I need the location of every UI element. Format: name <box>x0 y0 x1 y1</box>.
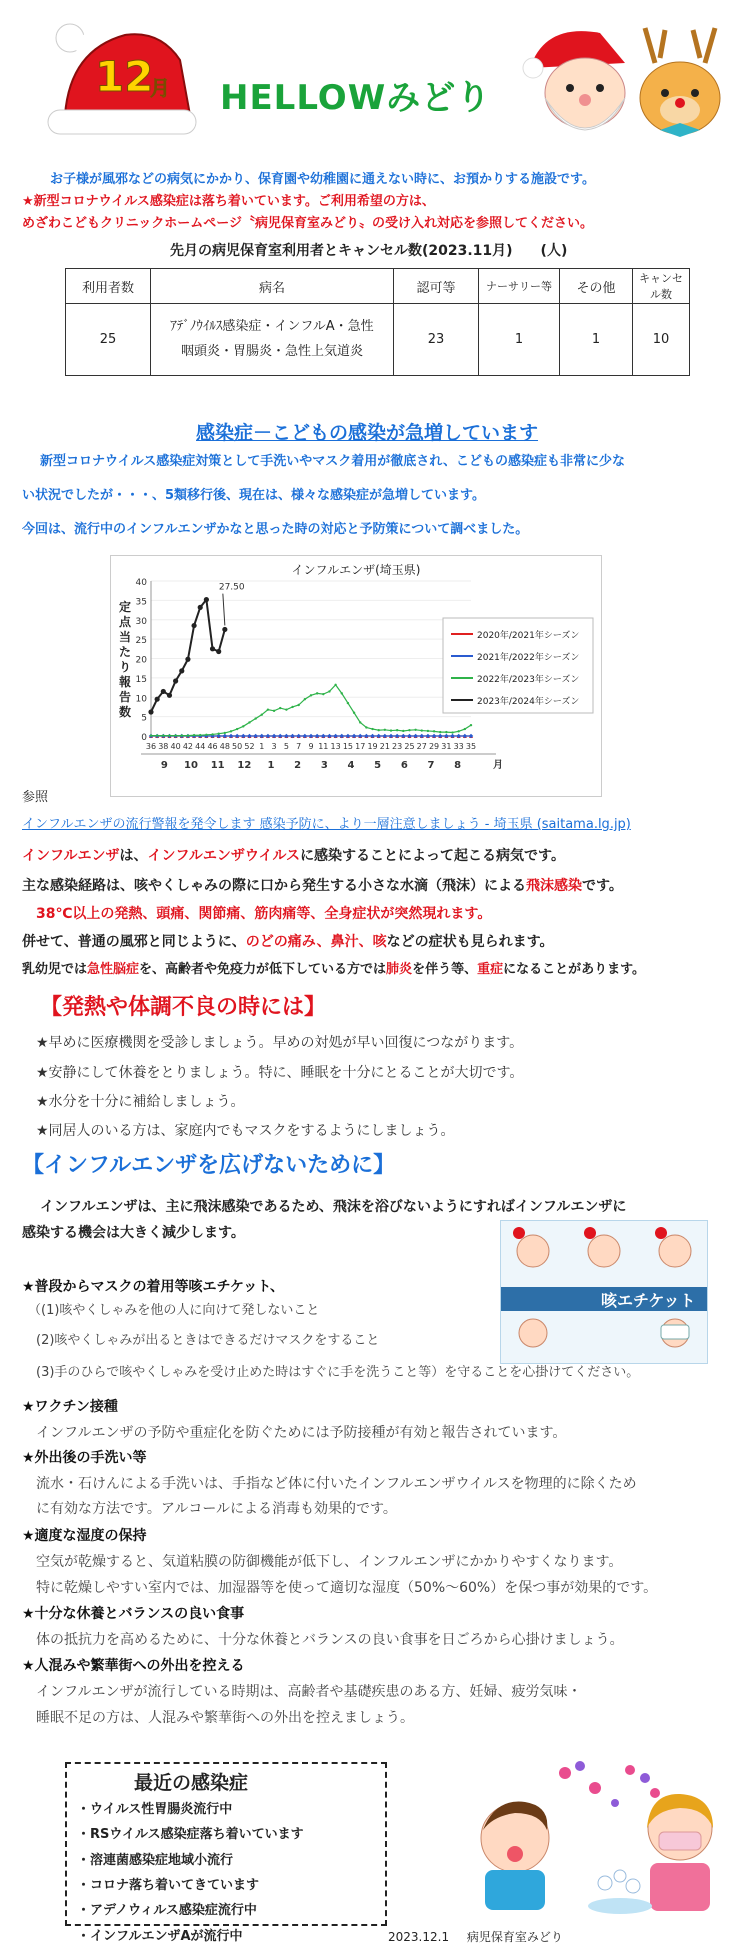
data-point <box>334 684 336 686</box>
data-point <box>173 678 178 683</box>
rest-body: 体の抵抗力を高めるために、十分な休養とバランスの良い食事を日ごろから心掛けましょう。 <box>36 1632 624 1648</box>
crowd-title: ★人混みや繁華街への外出を控える <box>22 1658 245 1674</box>
etiquette-2: (2)咳やくしゃみが出るときはできるだけマスクをすること <box>36 1333 380 1348</box>
data-point <box>167 693 172 698</box>
infection-line-2: い状況でしたが・・・、5類移行後、現在は、様々な感染症が急増しています。 <box>22 488 486 503</box>
col-header: その他 <box>560 269 633 304</box>
stats-table <box>65 268 690 376</box>
x-tick-label: 23 <box>392 742 403 751</box>
y-axis-label-char: 点 <box>118 615 132 629</box>
etiquette-1: （(1)咳やくしゃみを他の人に向けて発しないこと <box>28 1303 320 1318</box>
data-point <box>421 729 423 731</box>
y-axis-label-char: た <box>118 645 132 659</box>
data-point <box>470 724 472 726</box>
data-point <box>230 730 232 732</box>
x-tick-label: 3 <box>271 742 277 751</box>
data-point <box>322 693 324 695</box>
y-axis-label-char: 告 <box>118 690 132 704</box>
x-tick-label: 29 <box>428 742 440 751</box>
info-p4-text: 併せて、普通の風邪と同じように、 <box>22 934 246 950</box>
santa-reindeer-illustration <box>515 18 735 143</box>
info-p1-term: インフルエンザ <box>22 848 120 864</box>
list-item: ・ウイルス性胃腸炎流行中 <box>77 1802 233 1817</box>
month-label: 10 <box>184 760 198 771</box>
data-point <box>445 731 447 733</box>
data-point <box>414 729 416 731</box>
data-point <box>433 730 435 732</box>
info-p4 <box>22 931 553 951</box>
data-point <box>205 734 207 736</box>
data-point <box>285 708 287 710</box>
hand-body-1: 流水・石けんによる手洗いは、手指など体に付いたインフルエンザウイルスを物理的に除くため <box>36 1476 637 1492</box>
info-p1-text: は、 <box>119 848 148 864</box>
data-point <box>242 725 244 727</box>
info-p5-term3: 重症 <box>477 962 504 977</box>
data-point <box>267 708 269 710</box>
info-p1 <box>22 845 565 865</box>
data-point <box>273 710 275 712</box>
chart-title: インフルエンザ(埼玉県) <box>291 563 421 577</box>
col-header: 病名 <box>151 269 394 304</box>
y-tick-label: 25 <box>135 636 147 647</box>
data-point <box>174 734 176 736</box>
chart-svg <box>111 556 601 796</box>
page-title: HELLOWみどり <box>220 78 492 118</box>
data-point <box>371 728 373 730</box>
month-label: 4 <box>347 760 355 771</box>
legend-entry: 2022年/2023年シーズン <box>477 675 580 685</box>
info-p1-text2: に感染することによって起こる病気です。 <box>300 848 565 864</box>
data-point <box>191 623 196 628</box>
x-tick-label: 25 <box>404 742 415 751</box>
x-tick-label: 38 <box>158 742 169 751</box>
data-point <box>248 721 250 723</box>
data-point <box>347 702 349 704</box>
data-point <box>341 692 343 694</box>
x-tick-label: 48 <box>219 742 230 751</box>
humid-title: ★適度な湿度の保持 <box>22 1528 147 1544</box>
x-tick-label: 9 <box>308 742 314 751</box>
data-point <box>254 717 256 719</box>
fever-item: ★早めに医療機関を受診しましょう。早めの対処が早い回復につながります。 <box>36 1035 524 1051</box>
recent-list <box>67 1797 385 1949</box>
data-point <box>402 730 404 732</box>
info-p4-text2: などの症状も見られます。 <box>386 934 554 950</box>
x-tick-label: 1 <box>259 742 265 751</box>
y-tick-label: 35 <box>135 597 147 608</box>
data-point <box>464 728 466 730</box>
data-point <box>155 697 160 702</box>
prevent-intro-1: インフルエンザは、主に飛沫感染であるため、飛沫を浴びないようにすればインフルエンザに <box>40 1199 627 1215</box>
cell-disease <box>151 304 394 376</box>
y-axis-label-char: 数 <box>118 705 132 719</box>
y-axis-label-char: 報 <box>118 675 132 689</box>
crowd-body-2: 睡眠不足の方は、人混みや繁華街への外出を控えましょう。 <box>36 1710 414 1726</box>
chart-annotation: 27.50 <box>218 582 245 593</box>
rest-title: ★十分な休養とバランスの良い食事 <box>22 1606 245 1622</box>
month-label: 2 <box>294 760 302 771</box>
data-point <box>150 734 152 736</box>
data-point <box>396 729 398 731</box>
x-tick-label: 44 <box>195 742 206 751</box>
footer-date: 2023.12.1 <box>388 1930 450 1944</box>
x-tick-label: 36 <box>145 742 157 751</box>
data-point <box>162 734 164 736</box>
x-tick-label: 31 <box>441 742 452 751</box>
info-p5 <box>22 958 645 977</box>
y-tick-label: 5 <box>141 713 147 724</box>
intro-line-1: お子様が風邪などの病気にかかり、保育園や幼稚園に通えない時に、お預かりする施設です。 <box>50 172 595 187</box>
footer <box>388 1928 563 1945</box>
cell-cancel: 10 <box>633 304 690 376</box>
infection-line-3: 今回は、流行中のインフルエンザかなと思った時の対応と予防策について調べました。 <box>22 522 529 537</box>
info-p4-symptoms: のどの痛み、鼻汁、咳 <box>245 934 387 950</box>
humid-body-2: 特に乾燥しやすい室内では、加湿器等を使って適切な湿度（50%～60%）を保つ事が効果的です。 <box>36 1580 658 1596</box>
x-tick-label: 50 <box>232 742 243 751</box>
reference-link[interactable]: インフルエンザの流行警報を発令します 感染予防に、より一層注意しましょう - 埼玉県 (saitama.lg.jp) <box>22 817 631 832</box>
col-header: 認可等 <box>394 269 479 304</box>
data-point <box>210 646 215 651</box>
santa-hat-month-badge <box>40 10 200 140</box>
data-point <box>222 627 227 632</box>
x-tick-label: 27 <box>416 742 427 751</box>
month-suffix: 月 <box>150 76 170 100</box>
info-p5-text4: になることがあります。 <box>503 962 646 977</box>
y-axis-label-char: り <box>118 660 132 674</box>
info-p3: 38℃以上の発熱、頭痛、関節痛、筋肉痛等、全身症状が突然現れます。 <box>36 906 492 922</box>
month-label: 5 <box>374 760 382 771</box>
data-point <box>148 709 153 714</box>
stats-caption: 先月の病児保育室利用者とキャンセル数(2023.11月) (人) <box>170 243 568 259</box>
info-p5-text: 乳幼児では <box>22 962 88 977</box>
data-point <box>217 732 219 734</box>
y-axis-label-char: 当 <box>118 630 132 644</box>
data-point <box>291 706 293 708</box>
x-tick-label: 7 <box>296 742 302 751</box>
cell-ninka: 23 <box>394 304 479 376</box>
data-point <box>408 729 410 731</box>
legend-entry: 2021年/2022年シーズン <box>477 653 580 663</box>
data-point <box>211 733 213 735</box>
data-point <box>279 707 281 709</box>
list-item: ・アデノウィルス感染症流行中 <box>77 1903 257 1919</box>
list-item: ・RSウイルス感染症落ち着いています <box>77 1827 304 1843</box>
infection-heading: 感染症－こどもの感染が急増しています <box>196 422 539 444</box>
santa-face-icon <box>515 18 735 143</box>
disease-line-2: 咽頭炎・胃腸炎・急性上気道炎 <box>180 343 363 359</box>
x-tick-label: 46 <box>207 742 218 751</box>
fever-item: ★水分を十分に補給しましょう。 <box>36 1094 245 1110</box>
month-label: 9 <box>160 760 168 771</box>
data-point <box>261 713 263 715</box>
data-point <box>179 668 184 673</box>
kids-icon <box>455 1758 730 1916</box>
data-point <box>359 721 361 723</box>
etiquette-title: ★普段からマスクの着用等咳エチケット、 <box>22 1279 285 1295</box>
data-point <box>181 734 183 736</box>
data-point <box>187 734 189 736</box>
hand-body-2: に有効な方法です。アルコールによる消毒も効果的です。 <box>36 1501 397 1517</box>
etiquette-3: (3)手のひらで咳やくしゃみを受け止めた時はすぐに手を洗うこと等）を守ることを心掛けてください。 <box>36 1365 640 1380</box>
y-tick-label: 30 <box>135 616 147 627</box>
poster-label: 咳エチケット <box>601 1291 696 1310</box>
intro-line-2: ★新型コロナウイルス感染症は落ち着いています。ご利用希望の方は、 <box>22 194 435 209</box>
infection-line-1: 新型コロナウイルス感染症対策として手洗いやマスク着用が徹底され、こどもの感染症も非常に少な <box>40 454 626 469</box>
list-item: ・インフルエンザAが流行中 <box>77 1928 243 1944</box>
x-tick-label: 42 <box>182 742 194 751</box>
cell-users: 25 <box>66 304 151 376</box>
data-point <box>316 692 318 694</box>
cell-nursery: 1 <box>479 304 560 376</box>
cell-other: 1 <box>560 304 633 376</box>
influenza-chart <box>110 555 602 797</box>
month-unit: 月 <box>493 760 503 771</box>
info-p5-term1: 急性脳症 <box>87 962 140 977</box>
data-point <box>168 734 170 736</box>
y-tick-label: 0 <box>141 733 147 743</box>
y-tick-label: 15 <box>135 674 147 685</box>
month-label: 6 <box>400 760 408 771</box>
fever-item: ★安静にして休養をとりましょう。特に、睡眠を十分にとることが大切です。 <box>36 1065 524 1081</box>
vaccine-body: インフルエンザの予防や重症化を防ぐためには予防接種が有効と報告されています。 <box>36 1425 567 1441</box>
data-point <box>377 729 379 731</box>
data-point <box>204 597 209 602</box>
month-label: 8 <box>454 760 462 771</box>
month-number: 12 <box>95 52 154 101</box>
data-point <box>198 605 203 610</box>
data-point <box>328 690 330 692</box>
y-tick-label: 20 <box>135 655 147 666</box>
legend-entry: 2020年/2021年シーズン <box>477 631 580 641</box>
x-tick-label: 11 <box>318 742 329 751</box>
x-tick-label: 40 <box>170 742 181 751</box>
disease-line-1: ｱﾃﾞﾉｳｲﾙｽ感染症・インフルA・急性 <box>170 318 374 334</box>
list-item: ・溶連菌感染症地域小流行 <box>77 1852 234 1868</box>
data-point <box>199 734 201 736</box>
annotation-arrow <box>223 594 225 626</box>
x-tick-label: 19 <box>367 742 378 751</box>
col-header: 利用者数 <box>66 269 151 304</box>
x-tick-label: 17 <box>355 742 366 751</box>
data-point <box>193 734 195 736</box>
info-p5-text2: を、高齢者や免疫力が低下している方では <box>139 962 387 977</box>
data-point <box>310 694 312 696</box>
legend-entry: 2023年/2024年シーズン <box>477 697 580 707</box>
info-p2-term: 飛沫感染 <box>526 878 582 894</box>
data-point <box>216 649 221 654</box>
x-tick-label: 21 <box>379 742 390 751</box>
col-header: ナーサリー等 <box>479 269 560 304</box>
data-point <box>384 729 386 731</box>
data-point <box>304 698 306 700</box>
data-point <box>161 689 166 694</box>
info-p5-text3: を伴う等、 <box>412 962 478 977</box>
month-label: 7 <box>427 760 435 771</box>
crowd-body-1: インフルエンザが流行している時期は、高齢者や基礎疾患のある方、妊婦、疲労気味・ <box>36 1684 582 1700</box>
data-point <box>156 734 158 736</box>
data-point <box>457 730 459 732</box>
col-header: キャンセル数 <box>633 269 690 304</box>
info-p2-text2: です。 <box>582 878 623 894</box>
data-point <box>353 712 355 714</box>
info-p5-term2: 肺炎 <box>386 962 413 977</box>
data-point <box>236 728 238 730</box>
data-point <box>439 731 441 733</box>
kids-washing-illustration <box>455 1758 730 1916</box>
data-point <box>185 657 190 662</box>
vaccine-title: ★ワクチン接種 <box>22 1399 118 1415</box>
footer-org: 病児保育室みどり <box>466 1930 563 1944</box>
data-point <box>297 704 299 706</box>
intro-line-3: めざわこどもクリニックホームページ〝病児保育室みどり〟の受け入れ対応を参照してください。 <box>22 216 593 231</box>
info-p2 <box>22 875 623 895</box>
list-item: ・コロナ落ち着いてきています <box>77 1878 260 1894</box>
fever-item: ★同居人のいる方は、家庭内でもマスクをするようにしましょう。 <box>36 1123 455 1139</box>
fever-heading: 【発熱や体調不良の時には】 <box>40 995 327 1020</box>
x-tick-label: 5 <box>283 742 289 751</box>
cough-etiquette-poster <box>500 1220 708 1364</box>
x-tick-label: 33 <box>453 742 464 751</box>
data-point <box>451 731 453 733</box>
y-tick-label: 10 <box>135 694 147 705</box>
x-tick-label: 35 <box>465 742 477 751</box>
series-line <box>151 685 471 736</box>
x-tick-label: 13 <box>330 742 341 751</box>
month-label: 12 <box>237 760 252 771</box>
prevent-intro-2: 感染する機会は大きく減少します。 <box>22 1225 245 1241</box>
y-tick-label: 40 <box>135 578 147 588</box>
series-line <box>151 600 225 712</box>
month-label: 11 <box>210 760 225 771</box>
data-point <box>224 732 226 734</box>
data-point <box>390 729 392 731</box>
x-tick-label: 15 <box>342 742 354 751</box>
info-p2-text: 主な感染経路は、咳やくしゃみの際に口から発生する小さな水滴（飛沫）による <box>22 878 526 894</box>
humid-body-1: 空気が乾燥すると、気道粘膜の防御機能が低下し、インフルエンザにかかりやすくなります。 <box>36 1554 623 1570</box>
hand-title: ★外出後の手洗い等 <box>22 1450 147 1466</box>
month-label: 1 <box>267 760 275 771</box>
recent-infections-box <box>65 1762 387 1944</box>
recent-title: 最近の感染症 <box>133 1772 248 1794</box>
month-label: 3 <box>320 760 328 771</box>
prevent-heading: 【インフルエンザを広げないために】 <box>22 1153 396 1178</box>
reference-label: 参照 <box>22 790 49 805</box>
data-point <box>365 726 367 728</box>
y-axis-label-char: 定 <box>118 600 132 614</box>
info-p1-virus: インフルエンザウイルス <box>147 848 301 864</box>
x-tick-label: 52 <box>244 742 255 751</box>
data-point <box>427 730 429 732</box>
